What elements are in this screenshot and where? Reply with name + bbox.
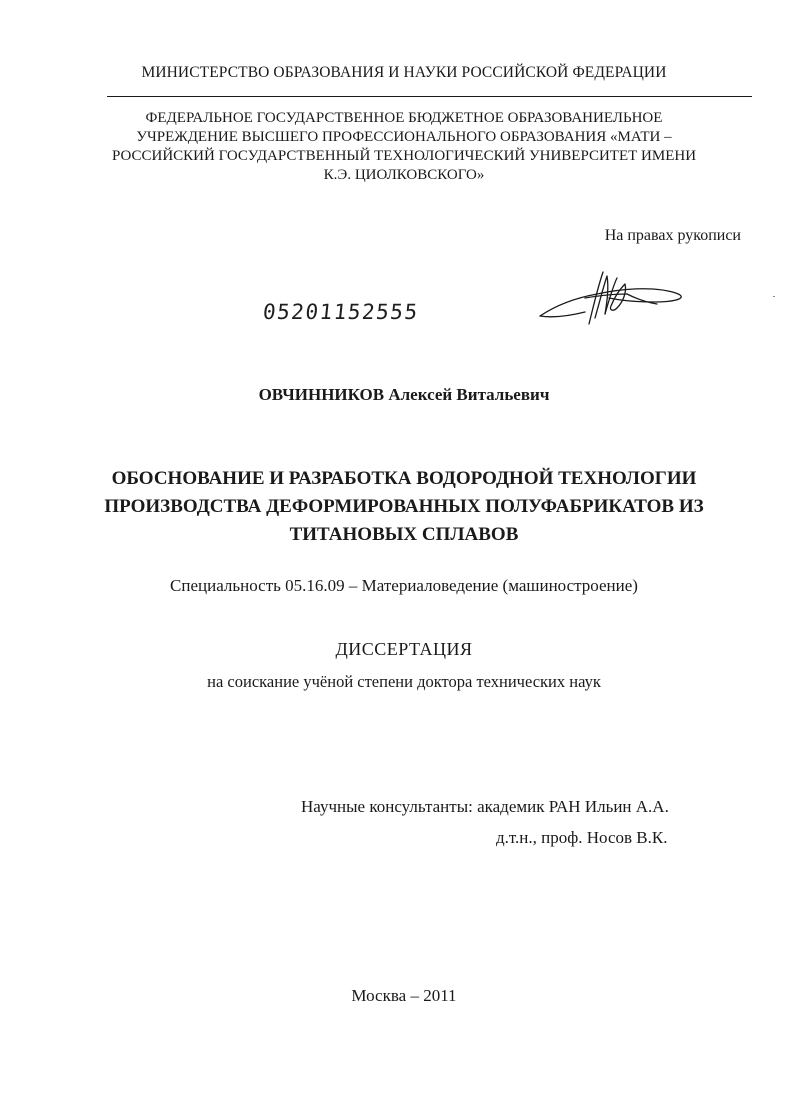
dissertation-title-line-2: ПРОИЗВОДСТВА ДЕФОРМИРОВАННЫХ ПОЛУФАБРИКАТОВ ИЗ (104, 496, 704, 517)
dissertation-title-line-3: ТИТАНОВЫХ СПЛАВОВ (289, 524, 519, 545)
institution-line-3: РОССИЙСКИЙ ГОСУДАРСТВЕННЫЙ ТЕХНОЛОГИЧЕСКИЙ УНИВЕРСИТЕТ ИМЕНИ (111, 148, 697, 164)
degree-line: на соискание учёной степени доктора технических наук (207, 672, 601, 691)
ministry-header: МИНИСТЕРСТВО ОБРАЗОВАНИЯ И НАУКИ РОССИЙСКОЙ ФЕДЕРАЦИИ (141, 64, 667, 81)
handwritten-signature (535, 268, 685, 330)
place-and-year: Москва – 2011 (351, 986, 457, 1005)
institution-line-4: К.Э. ЦИОЛКОВСКОГО» (323, 167, 485, 183)
dissertation-title-line-1: ОБОСНОВАНИЕ И РАЗРАБОТКА ВОДОРОДНОЙ ТЕХНОЛОГИИ (111, 468, 697, 489)
document-type: ДИССЕРТАЦИЯ (335, 639, 473, 659)
author-name: ОВЧИННИКОВ Алексей Витальевич (258, 385, 550, 404)
header-divider (107, 96, 752, 97)
registration-number-stamp: 05201152555 (261, 300, 420, 324)
rights-note: На правах рукописи (604, 227, 741, 244)
consultants-line-1: Научные консультанты: академик РАН Ильин А.А. (301, 797, 669, 816)
scan-speck (773, 296, 775, 297)
institution-line-1: ФЕДЕРАЛЬНОЕ ГОСУДАРСТВЕННОЕ БЮДЖЕТНОЕ ОБРАЗОВАНИЕЛЬНОЕ (145, 110, 663, 126)
institution-line-2: УЧРЕЖДЕНИЕ ВЫСШЕГО ПРОФЕССИОНАЛЬНОГО ОБРАЗОВАНИЯ «МАТИ – (136, 129, 672, 145)
consultants-line-2: д.т.н., проф. Носов В.К. (496, 828, 668, 847)
speciality-line: Специальность 05.16.09 – Материаловедение (машиностроение) (170, 576, 638, 595)
